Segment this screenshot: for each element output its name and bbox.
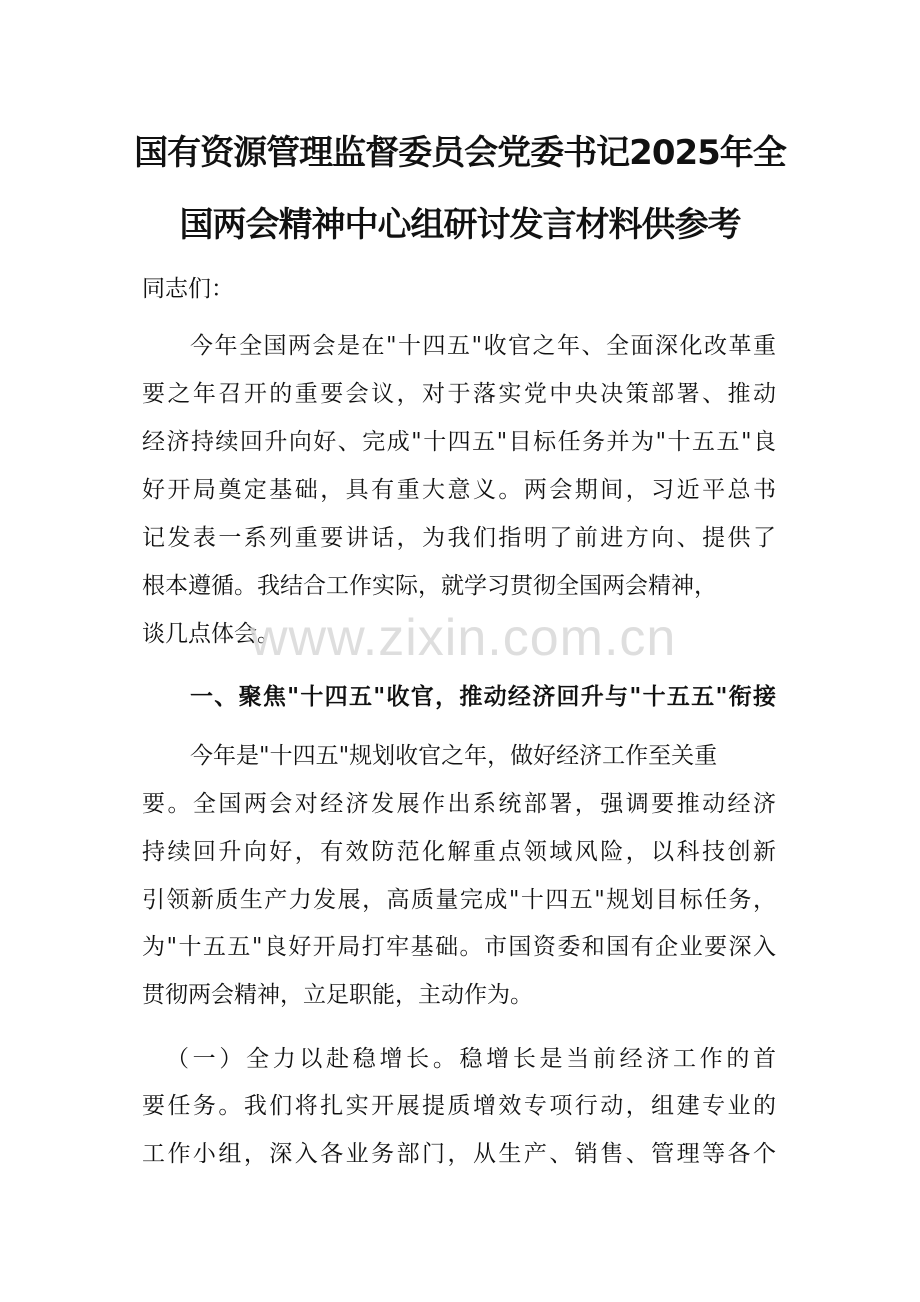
text-line: 引领新质生产力发展，高质量完成"十四五"规划目标任务，: [142, 887, 776, 913]
text-line: 持续回升向好，有效防范化解重点领域风险，以科技创新: [142, 839, 776, 865]
text-line: 今年是"十四五"规划收官之年，做好经济工作至关重: [190, 743, 718, 769]
section-heading-1: 一、聚焦"十四五"收官，推动经济回升与"十五五"衔接: [190, 684, 776, 710]
text-line: 今年全国两会是在"十四五"收官之年、全面深化改革重: [190, 333, 776, 359]
watermark: www.zixin.com.cn: [250, 609, 677, 667]
text-line: （一）全力以赴稳增长。稳增长是当前经济工作的首: [166, 1046, 776, 1072]
text-line: 要之年召开的重要会议，对于落实党中央决策部署、推动: [142, 381, 776, 407]
text-line: 记发表一系列重要讲话，为我们指明了前进方向、提供了: [142, 525, 776, 551]
document-title-line-1: 国有资源管理监督委员会党委书记2025年全: [134, 133, 786, 173]
document-title-line-2: 国两会精神中心组研讨发言材料供参考: [179, 205, 741, 245]
text-line: 要任务。我们将扎实开展提质增效专项行动，组建专业的: [142, 1093, 776, 1119]
text-line: 为"十五五"良好开局打牢基础。市国资委和国有企业要深入: [142, 934, 776, 960]
text-line: 谈几点体会。: [142, 621, 280, 647]
text-line: 根本遵循。我结合工作实际，就学习贯彻全国两会精神，: [142, 573, 717, 599]
salutation: 同志们：: [142, 276, 234, 302]
text-line: 好开局奠定基础，具有重大意义。两会期间，习近平总书: [142, 477, 776, 503]
text-line: 工作小组，深入各业务部门，从生产、销售、管理等各个: [142, 1141, 776, 1167]
text-line: 经济持续回升向好、完成"十四五"目标任务并为"十五五"良: [142, 429, 776, 455]
text-line: 贯彻两会精神，立足职能，主动作为。: [142, 982, 533, 1008]
text-line: 要。全国两会对经济发展作出系统部署，强调要推动经济: [142, 791, 776, 817]
